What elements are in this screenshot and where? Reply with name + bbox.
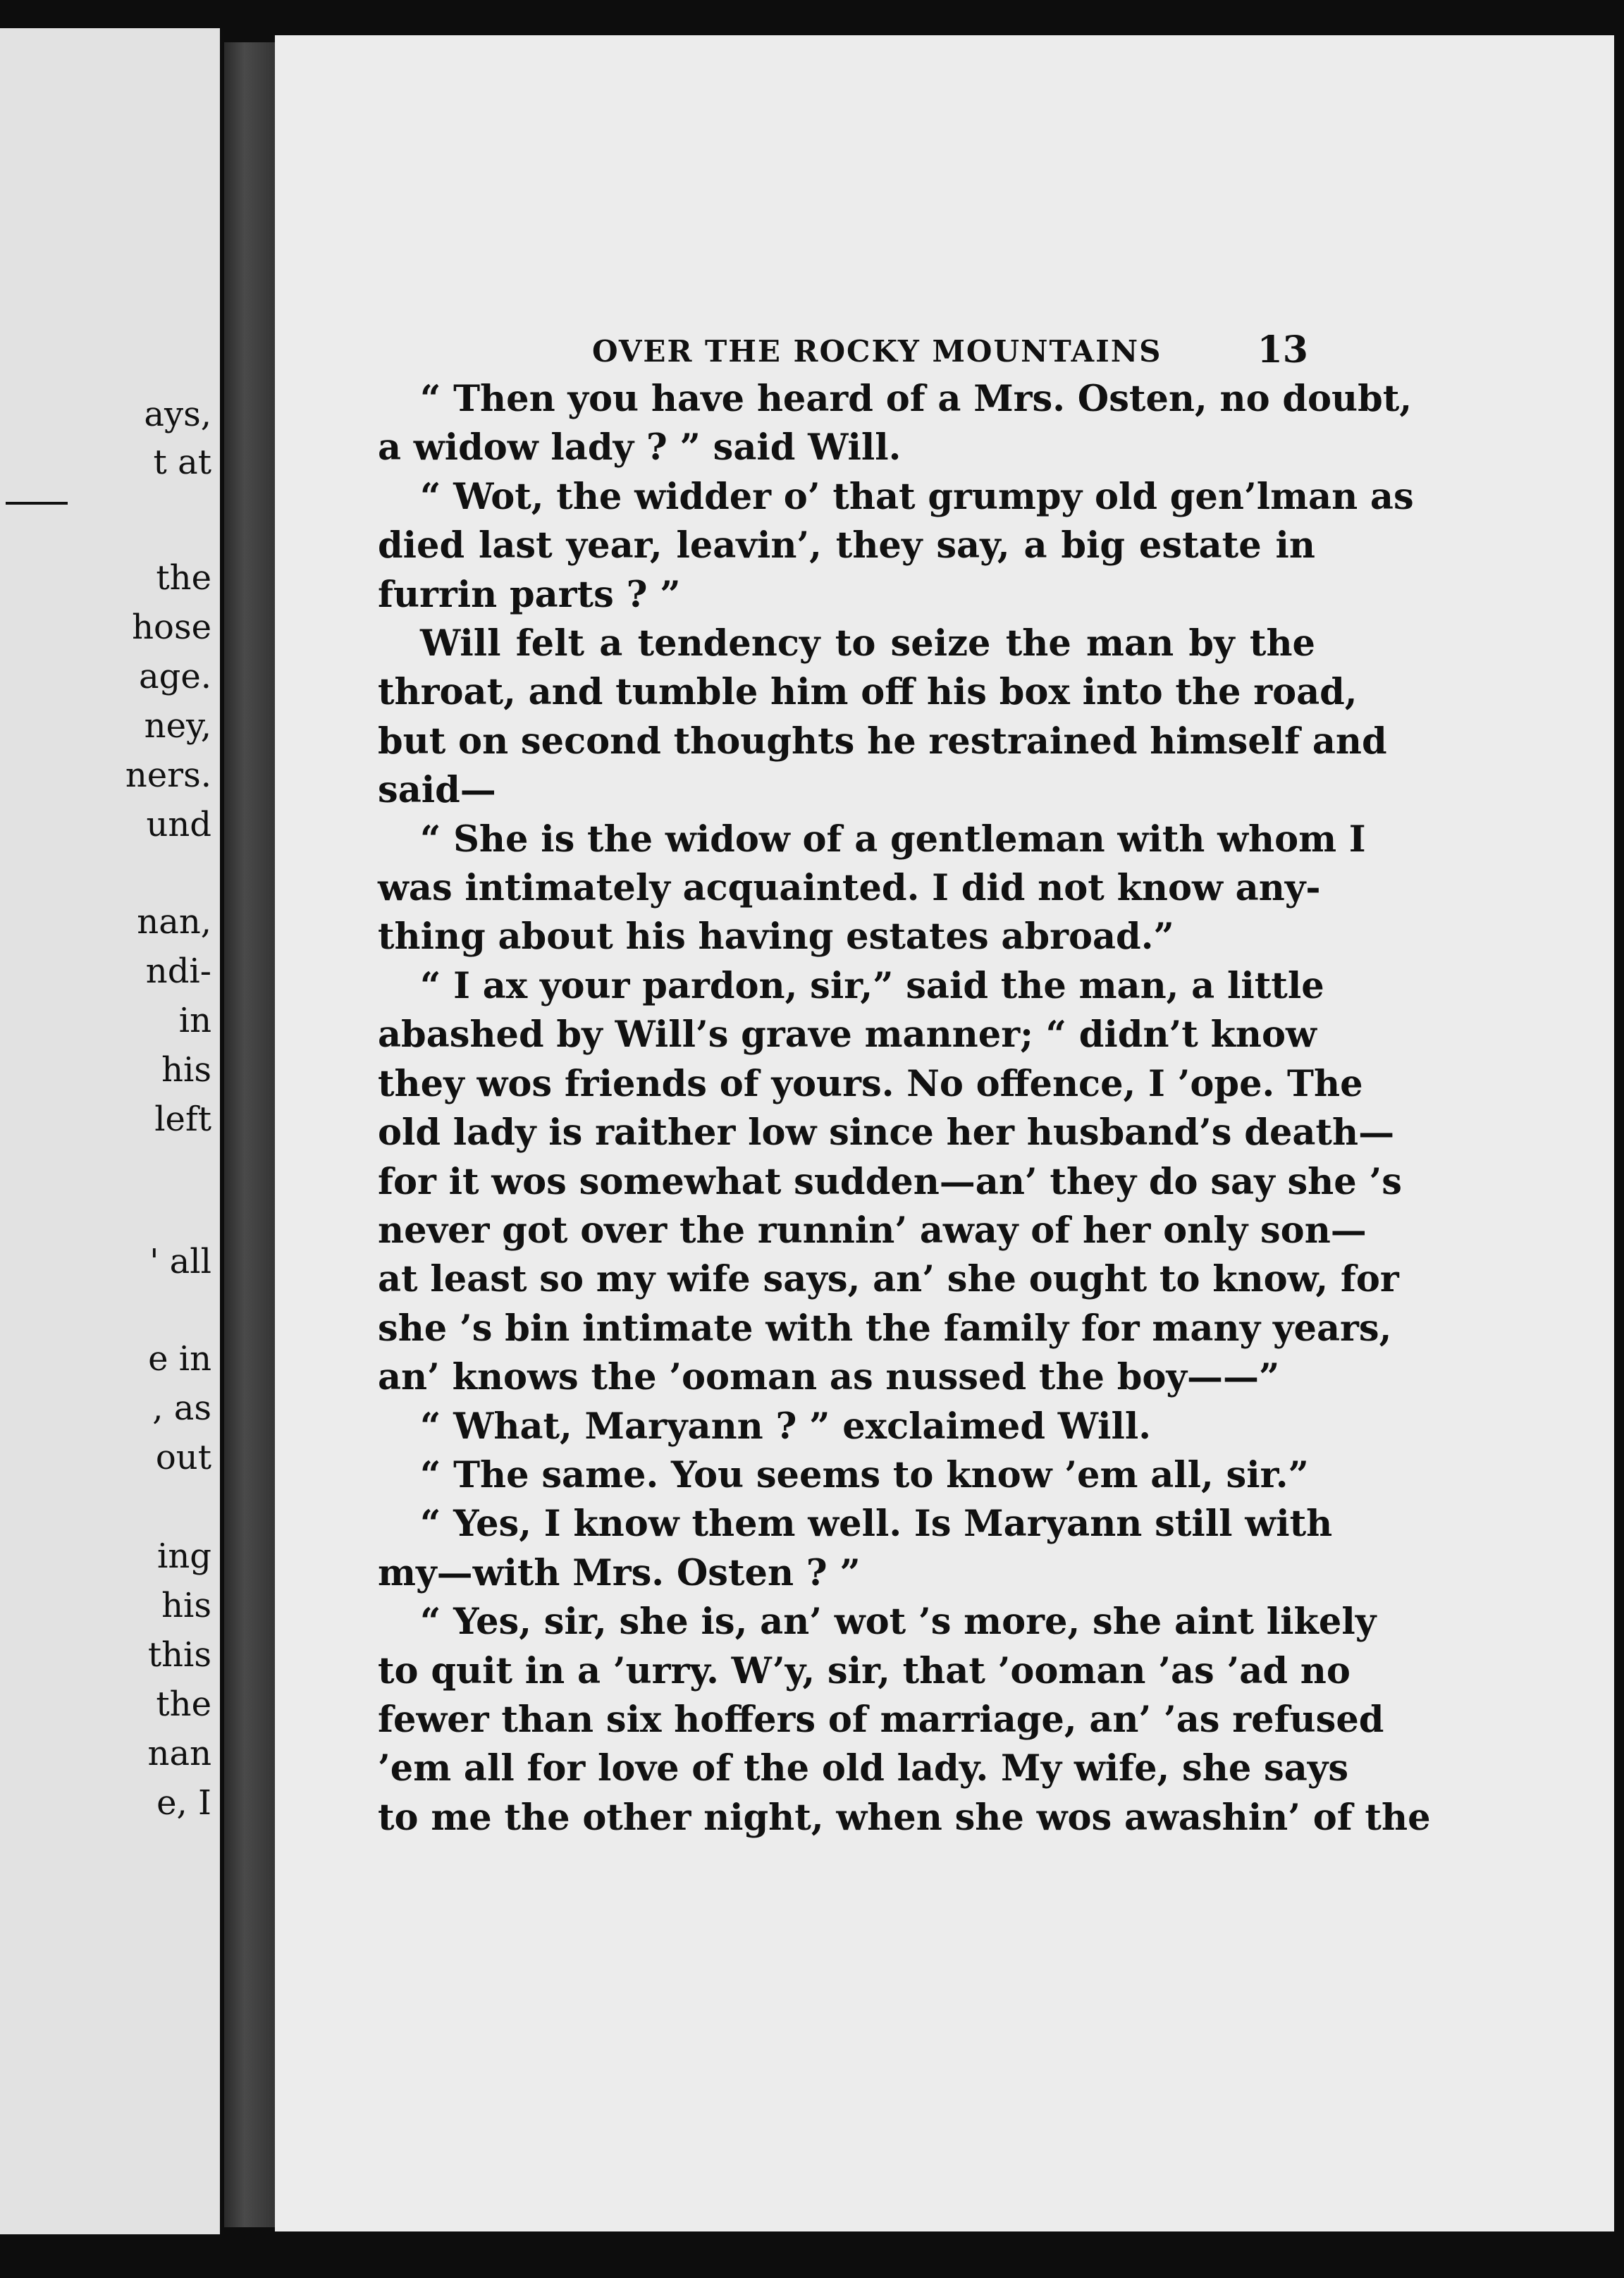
left-page-line: ays, (144, 395, 211, 434)
text-line: said— (378, 769, 496, 812)
running-head (378, 319, 1315, 375)
left-page-line: out (155, 1438, 211, 1477)
text-line: “ Wot, the widder o’ that grumpy old gen’lman as (420, 475, 1414, 518)
text-line: for it wos somewhat sudden—an’ they do say she ’s (378, 1160, 1402, 1203)
text-line: she ’s bin intimate with the family for many years, (378, 1307, 1392, 1350)
text-line: old lady is raither low since her husband’s death— (378, 1112, 1395, 1155)
left-page-line: nan (147, 1734, 211, 1773)
text-line: furrin parts ? ” (378, 573, 681, 616)
text-line: ’em all for love of the old lady. My wife, she says (378, 1747, 1349, 1790)
previous-page-fragment (0, 28, 220, 2234)
text-line: to me the other night, when she wos awashin’ of the (378, 1796, 1431, 1839)
text-line: my—with Mrs. Osten ? ” (378, 1551, 861, 1594)
left-page-line: the (156, 558, 211, 598)
left-page-line: the (156, 1685, 211, 1724)
body-text (378, 375, 1431, 1842)
page-text-block (378, 319, 1431, 1842)
left-page-line: his (161, 1050, 211, 1090)
text-line: abashed by Will’s grave manner; “ didn’t know (378, 1014, 1317, 1057)
text-line: died last year, leavin’, they say, a big estate in (378, 524, 1315, 567)
text-line: fewer than six hoffers of marriage, an’ ’as refused (378, 1698, 1384, 1741)
text-line: never got over the runnin’ away of her only son— (378, 1209, 1367, 1252)
text-line: at least so my wife says, an’ she ought to know, for (378, 1258, 1399, 1301)
text-line: a widow lady ? ” said Will. (378, 426, 902, 469)
page-number: 13 (1257, 328, 1308, 371)
text-line: Will felt a tendency to seize the man by the (420, 622, 1315, 665)
left-page-line: ndi- (145, 952, 211, 991)
text-line: “ I ax your pardon, sir,” said the man, a little (420, 964, 1324, 1007)
book-gutter (224, 42, 275, 2227)
text-line: throat, and tumble him off his box into the road, (378, 671, 1358, 714)
text-line: “ Then you have heard of a Mrs. Osten, no doubt, (420, 378, 1413, 420)
left-page-line: left (154, 1100, 211, 1139)
left-page-line: his (161, 1586, 211, 1625)
text-line: an’ knows the ’ooman as nussed the boy——” (378, 1356, 1280, 1399)
left-page-line: t at (153, 443, 211, 482)
text-line: they wos friends of yours. No offence, I ’ope. The (378, 1062, 1363, 1105)
left-page-line: age. (138, 657, 211, 696)
text-line: “ What, Maryann ? ” exclaimed Will. (420, 1405, 1152, 1448)
left-page-line: in (178, 1001, 211, 1040)
left-page-line: ing (157, 1537, 211, 1576)
left-page-line: nan, (137, 902, 211, 942)
text-line: to quit in a ’urry. W’y, sir, that ’ooman ’as ’ad no (378, 1649, 1351, 1692)
text-line: “ Yes, sir, she is, an’ wot ’s more, she aint likely (420, 1601, 1377, 1644)
left-page-line: ' all (149, 1242, 211, 1281)
left-page-line: e, I (156, 1783, 211, 1823)
text-line: “ The same. You seems to know ’em all, sir.” (420, 1453, 1309, 1496)
left-page-line: this (147, 1635, 211, 1675)
text-line: but on second thoughts he restrained himself and (378, 720, 1387, 763)
text-line: was intimately acquainted. I did not know any- (378, 867, 1321, 910)
book-page (275, 35, 1614, 2231)
left-page-line: und (146, 805, 211, 844)
left-page-line: ney, (144, 706, 211, 746)
running-head-title: OVER THE ROCKY MOUNTAINS (592, 334, 1162, 369)
left-page-line: e in (148, 1339, 211, 1379)
text-line: “ Yes, I know them well. Is Maryann still with (420, 1503, 1333, 1546)
left-page-line: , as (152, 1389, 211, 1428)
text-line: thing about his having estates abroad.” (378, 916, 1174, 959)
left-page-line: hose (132, 608, 211, 647)
left-page-line: ners. (125, 756, 211, 795)
text-line: “ She is the widow of a gentleman with whom I (420, 818, 1366, 861)
left-page-rule (6, 502, 68, 505)
